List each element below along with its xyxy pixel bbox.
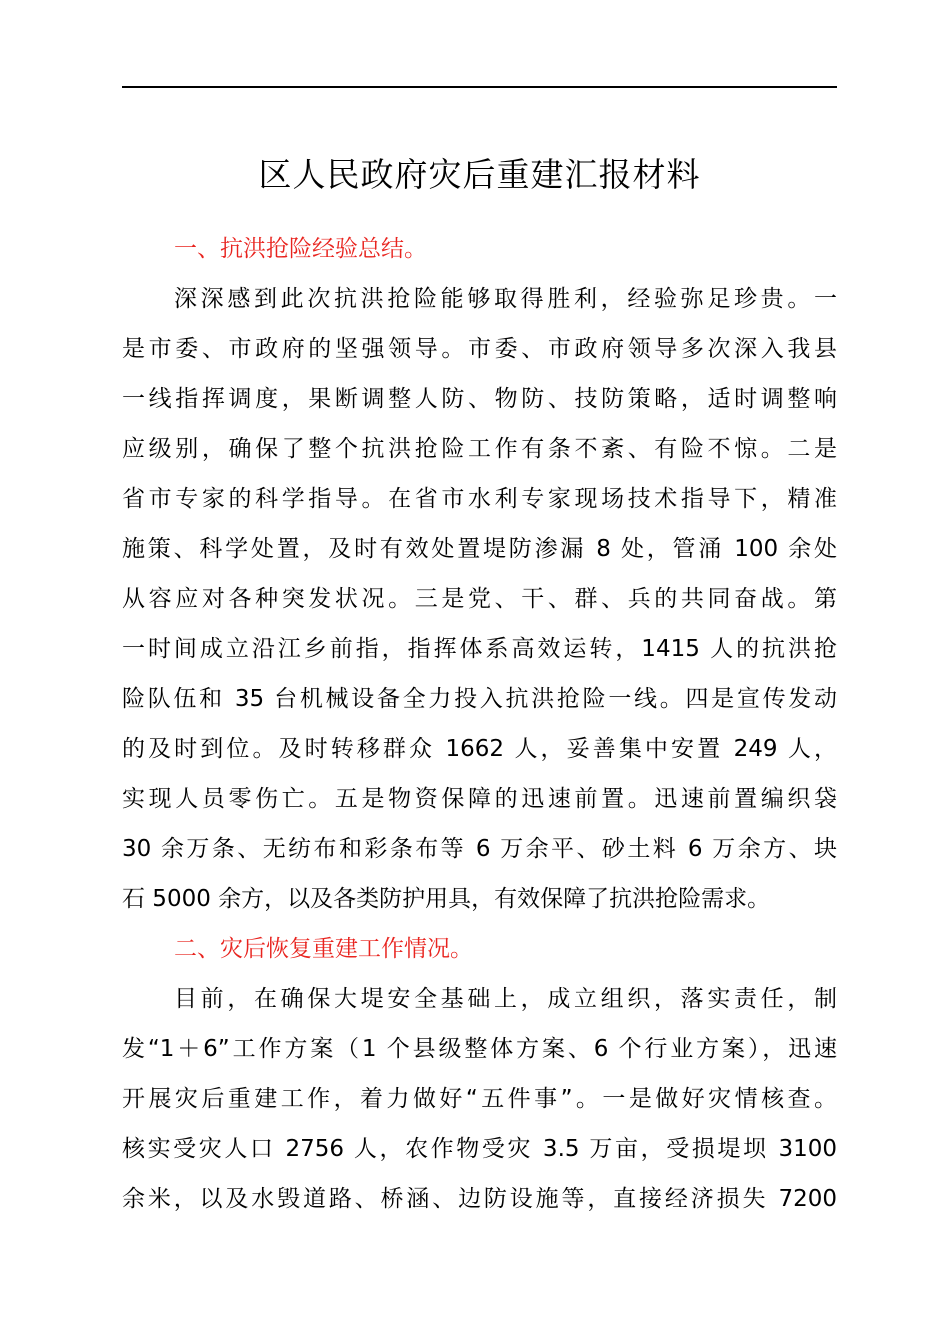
paragraph-line: 的及时到位。及时转移群众 1662 人，妥善集中安置 249 人， [122, 736, 837, 762]
paragraph-line: 实现人员零伤亡。五是物资保障的迅速前置。迅速前置编织袋 [122, 786, 837, 812]
paragraph-line: 核实受灾人口 2756 人，农作物受灾 3.5 万亩，受损堤坝 3100 [122, 1136, 837, 1162]
paragraph-line: 是市委、市政府的坚强领导。市委、市政府领导多次深入我县 [122, 336, 837, 362]
paragraph-line: 30 余万条、无纺布和彩条布等 6 万余平、砂土料 6 万余方、块 [122, 836, 837, 862]
paragraph-line: 从容应对各种突发状况。三是党、干、群、兵的共同奋战。第 [122, 586, 837, 612]
paragraph-line: 目前，在确保大堤安全基础上，成立组织，落实责任，制 [174, 986, 837, 1012]
paragraph-line: 石 5000 余方，以及各类防护用具，有效保障了抗洪抢险需求。 [122, 886, 771, 912]
paragraph-line: 施策、科学处置，及时有效处置堤防渗漏 8 处，管涌 100 余处 [122, 536, 837, 562]
section-heading-2: 二、灾后恢复重建工作情况。 [174, 936, 473, 962]
section-paragraph-2 [122, 974, 837, 1224]
paragraph-line: 余米，以及水毁道路、桥涵、边防设施等，直接经济损失 7200 [122, 1186, 837, 1212]
section-heading-1: 一、抗洪抢险经验总结。 [174, 236, 427, 262]
paragraph-line: 发“1＋6”工作方案（1 个县级整体方案、6 个行业方案），迅速 [122, 1036, 837, 1062]
document-title: 区人民政府灾后重建汇报材料 [258, 155, 701, 194]
paragraph-line: 省市专家的科学指导。在省市水利专家现场技术指导下，精准 [122, 486, 837, 512]
paragraph-line: 应级别，确保了整个抗洪抢险工作有条不紊、有险不惊。二是 [122, 436, 837, 462]
section-paragraph-1 [122, 274, 837, 924]
paragraph-line: 一时间成立沿江乡前指，指挥体系高效运转，1415 人的抗洪抢 [122, 636, 837, 662]
paragraph-line: 一线指挥调度，果断调整人防、物防、技防策略，适时调整响 [122, 386, 837, 412]
paragraph-line: 深深感到此次抗洪抢险能够取得胜利，经验弥足珍贵。一 [174, 286, 837, 312]
header-rule [122, 86, 837, 88]
paragraph-line: 开展灾后重建工作，着力做好“五件事”。一是做好灾情核查。 [122, 1086, 837, 1112]
document-body [122, 224, 837, 1224]
paragraph-line: 险队伍和 35 台机械设备全力投入抗洪抢险一线。四是宣传发动 [122, 686, 837, 712]
